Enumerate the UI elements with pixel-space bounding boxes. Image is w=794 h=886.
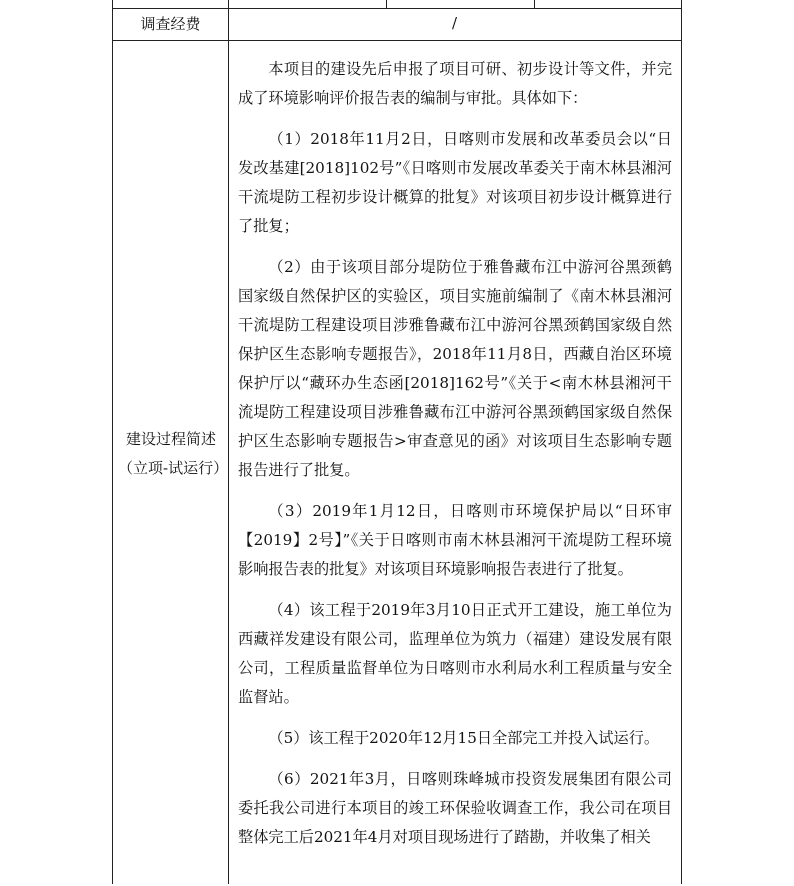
table-top-divider-1 <box>386 0 387 8</box>
paragraph-2: （2）由于该项目部分堤防位于雅鲁藏布江中游河谷黑颈鹤国家级自然保护区的实验区，项目实施前编制了《南木林县湘河干流堤防工程建设项目涉雅鲁藏布江中游河谷黑颈鹤国家级自然保护区生态影响专题报告》，2018年11月8日，西藏自治区环境保护厅以“藏环办生态函[2018]162号”《关于<南木林县湘河干流堤防工程建设项目涉雅鲁藏布江中游河谷黑颈鹤国家级自然保护区生态影响专题报告>审查意见的函》对该项目生态影响专题报告进行了批复。 <box>238 258 672 479</box>
table-rule-fee <box>112 40 682 41</box>
table-border-right <box>681 0 682 886</box>
fee-value: / <box>451 14 458 32</box>
paragraph-4: （4）该工程于2019年3月10日正式开工建设，施工单位为西藏祥发建设有限公司，监理单位为筑力（福建）建设发展有限公司，工程质量监督单位为日喀则市水利局水利工程质量与安全监督站。 <box>238 601 672 706</box>
paragraph-3: （3）2019年1月12日，日喀则市环境保护局以“日环审【2019】2号】”《关于日喀则市南木林县湘河干流堤防工程环境影响报告表的批复》对该项目环境影响报告表进行了批复。 <box>238 502 672 578</box>
paragraph-6: （6）2021年3月，日喀则珠峰城市投资发展集团有限公司委托我公司进行本项目的竣工环保验收调查工作，我公司在项目整体完工后2021年4月对项目现场进行了踏勘，并收集了相关 <box>238 770 672 846</box>
table-divider-column <box>228 0 229 886</box>
paragraph-1: （1）2018年11月2日，日喀则市发展和改革委员会以“日发改基建[2018]102号”《日喀则市发展改革委关于南木林县湘河干流堤防工程初步设计概算的批复》对该项目初步设计概算进行了批复； <box>238 130 672 235</box>
table-rule-top <box>112 8 682 9</box>
construction-process-label: 建设过程简述（立项-试运行） <box>118 430 229 477</box>
paragraph-5: （5）该工程于2020年12月15日全部完工并投入试运行。 <box>268 729 660 747</box>
table-border-left <box>112 0 113 886</box>
paragraph-intro: 本项目的建设先后申报了项目可研、初步设计等文件，并完成了环境影响评价报告表的编制与审批。具体如下： <box>238 60 672 107</box>
table-top-divider-2 <box>534 0 535 8</box>
construction-process-content <box>238 55 672 852</box>
fee-label: 调查经费 <box>140 15 201 33</box>
